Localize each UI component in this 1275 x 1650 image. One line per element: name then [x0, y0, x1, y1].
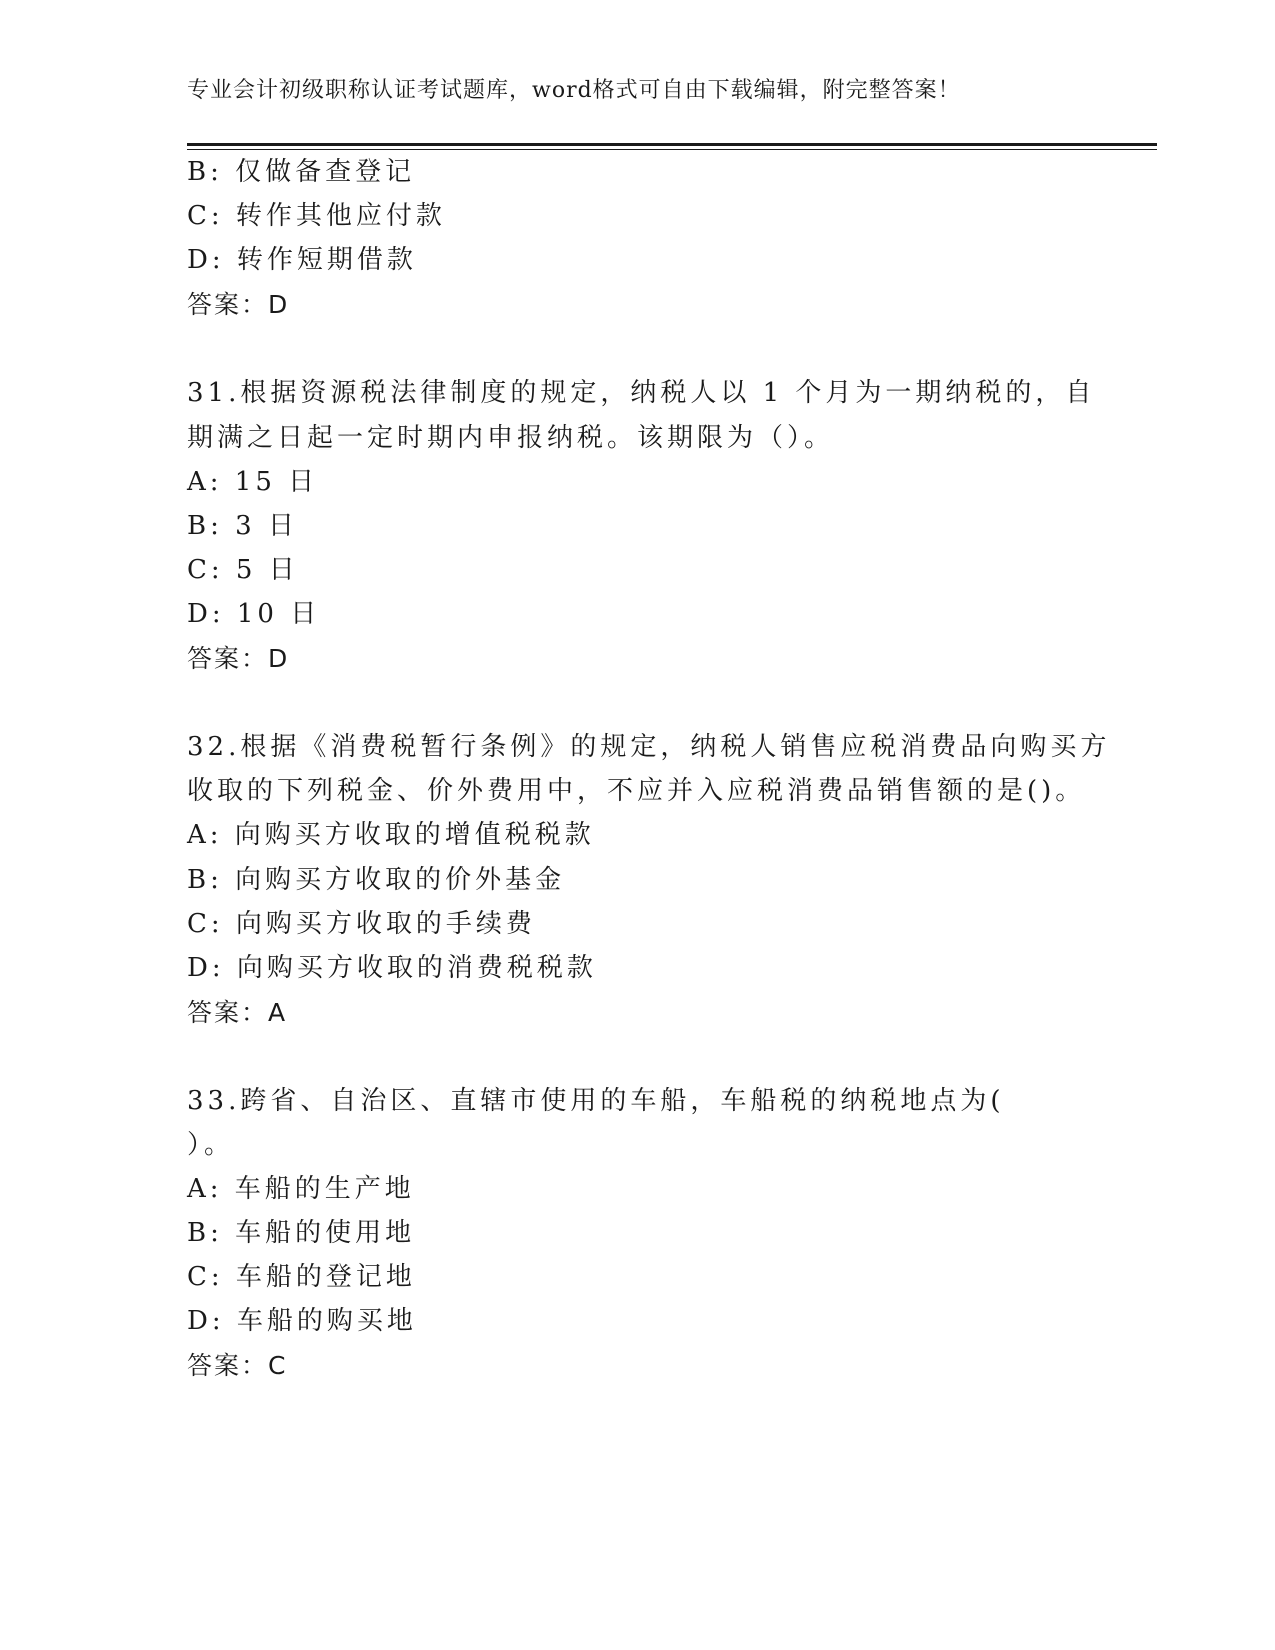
q32-stem-line2: 收取的下列税金、价外费用中，不应并入应税消费品销售额的是()。 [187, 776, 1086, 806]
q32-option-b: B: 向购买方收取的价外基金 [187, 865, 566, 895]
q31-option-c: C: 5 日 [187, 555, 299, 585]
q31-stem-line2: 期满之日起一定时期内申报纳税。该期限为（）。 [187, 423, 835, 453]
header-rule-thick [187, 143, 1157, 146]
q33-option-c: C: 车船的登记地 [187, 1262, 416, 1292]
q32-option-c: C: 向购买方收取的手续费 [187, 909, 536, 939]
prev-option-d: D: 转作短期借款 [187, 245, 417, 275]
page-header: 专业会计初级职称认证考试题库，word格式可自由下载编辑，附完整答案！ [187, 78, 961, 103]
q31-stem-line1: 31.根据资源税法律制度的规定，纳税人以 1 个月为一期纳税的，自 [187, 378, 1096, 408]
q32-option-d: D: 向购买方收取的消费税税款 [187, 953, 597, 983]
prev-option-b: B: 仅做备查登记 [187, 157, 416, 187]
q31-option-d: D: 10 日 [187, 599, 321, 629]
q33-answer: 答案：C [187, 1351, 288, 1380]
header-rule-thin [187, 149, 1157, 150]
q31-option-a: A: 15 日 [187, 467, 319, 497]
q31-answer: 答案：D [187, 644, 290, 673]
q33-option-a: A: 车船的生产地 [187, 1174, 415, 1204]
q32-option-a: A: 向购买方收取的增值税税款 [187, 820, 595, 850]
q33-option-d: D: 车船的购买地 [187, 1306, 417, 1336]
q32-stem-line1: 32.根据《消费税暂行条例》的规定，纳税人销售应税消费品向购买方 [187, 732, 1111, 762]
q33-stem-line2: ）。 [187, 1130, 235, 1160]
q31-option-b: B: 3 日 [187, 511, 298, 541]
prev-answer: 答案：D [187, 290, 290, 319]
q33-option-b: B: 车船的使用地 [187, 1218, 416, 1248]
q33-stem-line1: 33.跨省、自治区、直辖市使用的车船，车船税的纳税地点为( [187, 1086, 1005, 1116]
q32-answer: 答案：A [187, 998, 288, 1027]
prev-option-c: C: 转作其他应付款 [187, 201, 446, 231]
